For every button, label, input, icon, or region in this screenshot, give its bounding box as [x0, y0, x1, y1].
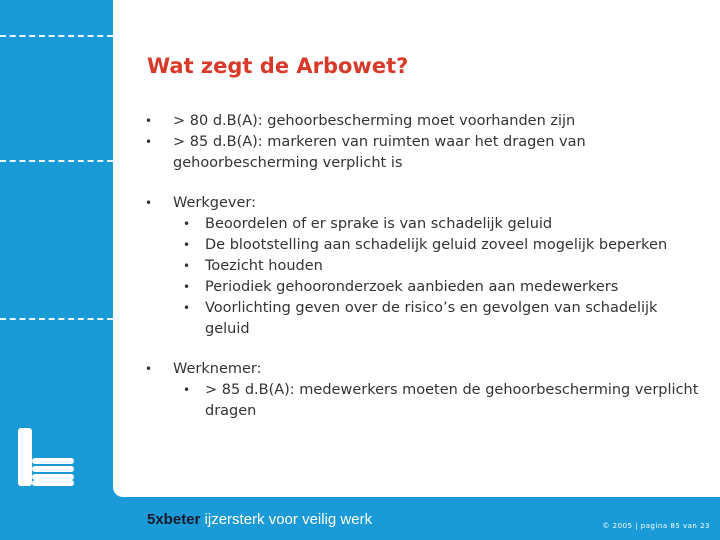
dashed-divider: [0, 318, 113, 320]
bullet-item: [145, 193, 705, 214]
bullet-dot: •: [145, 196, 153, 210]
bullet-text: > 85 d.B(A): markeren van ruimten waar het dragen van gehoorbescherming verplicht is: [173, 134, 586, 171]
slide-title: Wat zegt de Arbowet?: [147, 54, 409, 78]
bullet-dot: •: [183, 259, 191, 273]
sub-bullet-item: [173, 380, 705, 422]
bullet-dot: •: [145, 135, 153, 149]
5xbeter-logo-icon: [18, 428, 76, 486]
sub-bullet-text: Beoordelen of er sprake is van schadelijk geluid: [205, 216, 553, 232]
sub-bullet-item: [173, 235, 705, 256]
bullet-dot: •: [145, 114, 153, 128]
bullet-list: [145, 111, 705, 422]
bullet-text: Werknemer:: [173, 361, 262, 377]
page-number: © 2005 | pagina 85 van 23: [602, 522, 710, 530]
sub-bullet-item: [173, 214, 705, 235]
brand-name: 5xbeter: [147, 511, 201, 528]
bullet-text: Werkgever:: [173, 195, 256, 211]
bullet-item: [145, 359, 705, 380]
sub-list: [145, 214, 705, 340]
dashed-divider: [0, 160, 113, 162]
sub-bullet-text: Voorlichting geven over de risico’s en gevolgen van schadelijk geluid: [205, 300, 658, 337]
bullet-dot: •: [183, 301, 191, 315]
bullet-dot: •: [183, 217, 191, 231]
sub-bullet-text: Toezicht houden: [205, 258, 323, 274]
bullet-dot: •: [183, 280, 191, 294]
bullet-item: [145, 111, 705, 132]
sub-list: [145, 380, 705, 422]
bullet-dot: •: [183, 383, 191, 397]
sub-bullet-text: De blootstelling aan schadelijk geluid zoveel mogelijk beperken: [205, 237, 668, 253]
brand-slogan: ijzersterk voor veilig werk: [200, 511, 373, 528]
dashed-divider: [0, 35, 113, 37]
footer-brand: [147, 511, 372, 528]
bullet-text: > 80 d.B(A): gehoorbescherming moet voorhanden zijn: [173, 113, 576, 129]
bullet-dot: •: [145, 362, 153, 376]
sub-bullet-item: [173, 298, 705, 340]
sub-bullet-text: Periodiek gehooronderzoek aanbieden aan medewerkers: [205, 279, 619, 295]
sub-bullet-item: [173, 277, 705, 298]
sub-bullet-item: [173, 256, 705, 277]
sub-bullet-text: > 85 d.B(A): medewerkers moeten de gehoorbescherming verplicht dragen: [205, 382, 699, 419]
bullet-dot: •: [183, 238, 191, 252]
bullet-item: [145, 132, 705, 174]
